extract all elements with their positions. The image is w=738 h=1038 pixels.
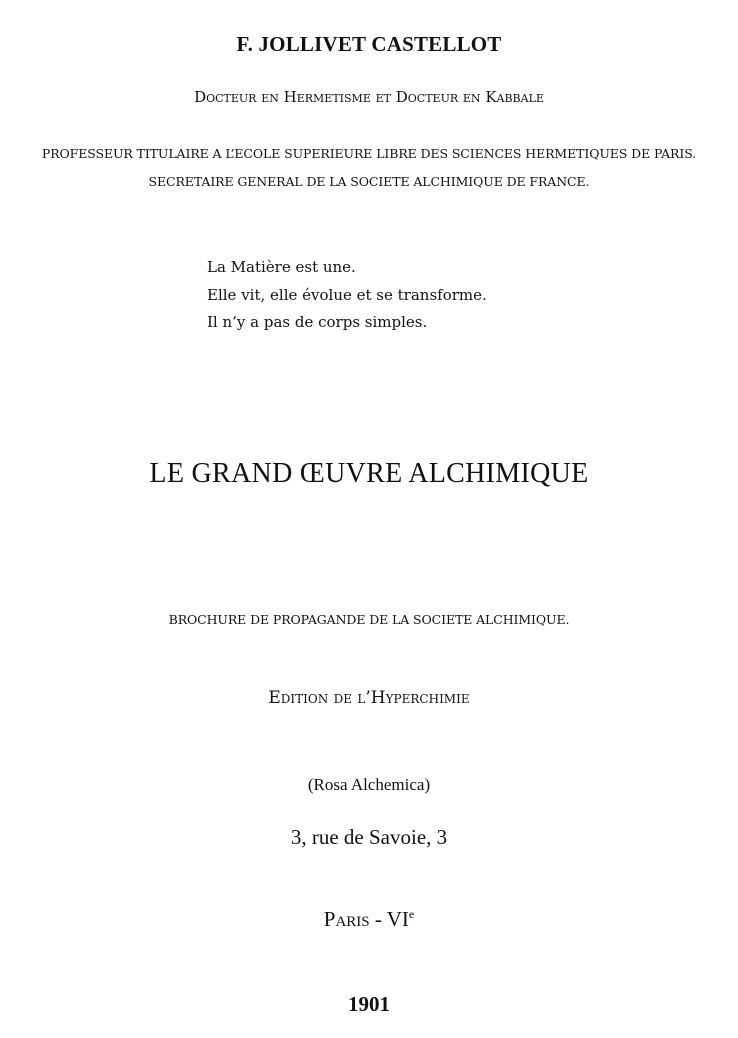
author-title-line-2: SECRETAIRE GENERAL DE LA SOCIETE ALCHIMIQUE DE FRANCE. bbox=[148, 174, 590, 189]
motto-line-1: La Matière est une. bbox=[207, 258, 356, 276]
motto-line-2: Elle vit, elle évolue et se transforme. bbox=[207, 285, 487, 304]
imprint-name: (Rosa Alchemica) bbox=[307, 775, 431, 794]
publisher-address: 3, rue de Savoie, 3 bbox=[290, 825, 448, 849]
book-title: LE GRAND ŒUVRE ALCHIMIQUE bbox=[149, 458, 589, 489]
publication-year: 1901 bbox=[348, 992, 390, 1016]
city-superscript: e bbox=[408, 907, 415, 921]
motto-line-3: Il n’y a pas de corps simples. bbox=[207, 313, 428, 331]
author-credential: Docteur en Hermetisme et Docteur en Kabbale bbox=[194, 88, 544, 106]
city-name: Paris - VI bbox=[323, 907, 409, 931]
author-name: F. JOLLIVET CASTELLOT bbox=[236, 32, 502, 56]
motto-block bbox=[207, 254, 487, 337]
author-title-line-1: PROFESSEUR TITULAIRE A L’ECOLE SUPERIEURE LIBRE DES SCIENCES HERMETIQUES DE PARIS. bbox=[41, 146, 697, 161]
edition-line: Edition de l’Hyperchimie bbox=[268, 688, 470, 708]
brochure-note: BROCHURE DE PROPAGANDE DE LA SOCIETE ALCHIMIQUE. bbox=[168, 612, 570, 627]
publication-city bbox=[0, 907, 738, 932]
